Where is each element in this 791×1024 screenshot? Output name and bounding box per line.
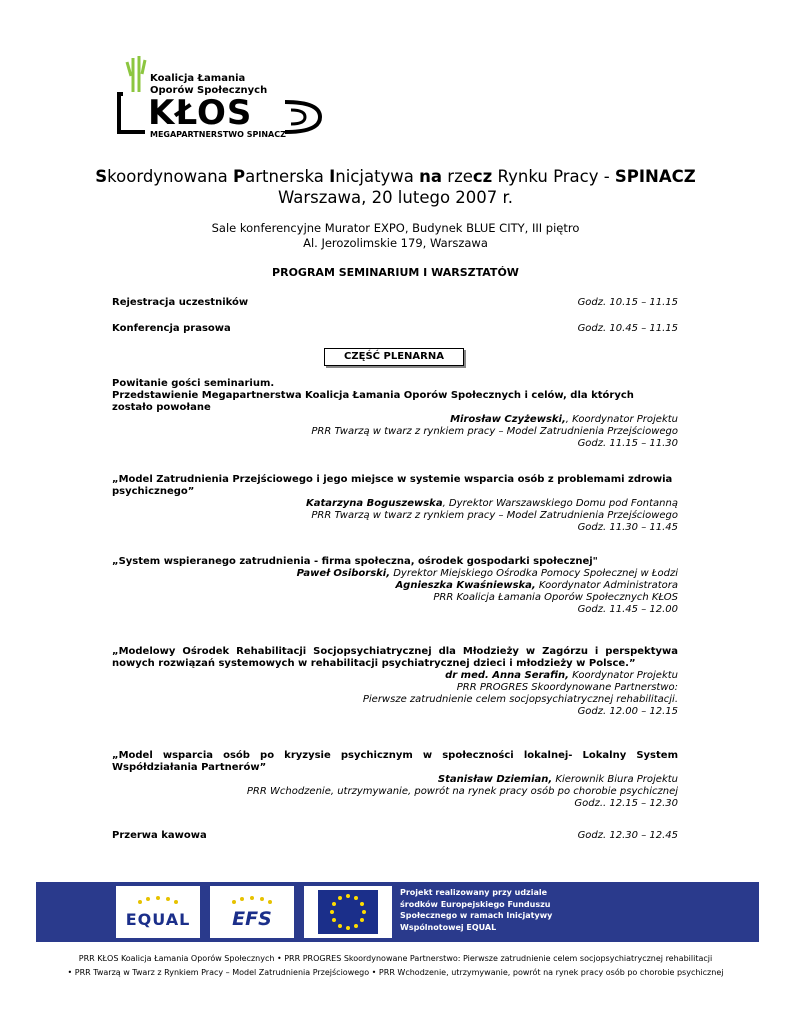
logo-line-2: Oporów Społecznych xyxy=(150,85,268,96)
press-time: Godz. 10.45 – 11.15 xyxy=(577,323,678,334)
talk-speaker xyxy=(112,498,678,510)
program-title: PROGRAM SEMINARIUM I WARSZTATÓW xyxy=(272,266,519,279)
equal-logo xyxy=(116,886,200,938)
title-segment: artnerska xyxy=(245,167,330,186)
talk-title: „Model Zatrudnienia Przejściowego i jego miejsce w systemie wsparcia osób z problemami zdrowia psychicznego” xyxy=(112,474,673,497)
talk-org: PRR Koalicja Łamania Oporów Społecznych KŁOS xyxy=(433,592,678,603)
break-time: Godz. 12.30 – 12.45 xyxy=(577,830,678,841)
venue xyxy=(0,221,791,251)
partners-footer xyxy=(0,952,791,980)
title-segment: SPINACZ xyxy=(614,167,696,186)
speaker-name: dr med. Anna Serafin, xyxy=(445,670,569,681)
talk-item xyxy=(112,556,678,616)
registration-label: Rejestracja uczestników xyxy=(112,297,249,308)
talk-org: PRR Wchodzenie, utrzymywanie, powrót na rynek pracy osób po chorobie psychicznej xyxy=(246,786,678,797)
stars-icon xyxy=(116,890,200,910)
talk-time: Godz. 11.15 – 11.30 xyxy=(577,438,678,449)
talk-org: PRR Twarzą w twarz z rynkiem pracy – Model Zatrudnienia Przejściowego xyxy=(311,426,678,437)
eu-flag-icon xyxy=(318,890,378,934)
talk-item xyxy=(112,750,678,810)
speaker-name: Katarzyna Boguszewska xyxy=(306,498,443,509)
partners-line-2: • PRR Twarzą w Twarz z Rynkiem Pracy – Model Zatrudnienia Przejściowego • PRR Wchodzenie, utrzymywanie, powrót na rynek pracy osób po chorobie psychicznej xyxy=(67,968,724,977)
registration-time: Godz. 10.15 – 11.15 xyxy=(577,297,678,308)
page-title xyxy=(0,166,791,208)
eu-flag-box xyxy=(304,886,392,938)
section-plenary: CZĘŚĆ PLENARNA xyxy=(324,348,464,366)
partners-line-1: PRR KŁOS Koalicja Łamania Oporów Społecznych • PRR PROGRES Skoordynowane Partnerstwo: Pierwsze zatrudnienie celem socjopsychiatrycznej rehabilitacji xyxy=(78,954,713,963)
talk-speaker xyxy=(112,414,678,426)
speaker-role: Kierownik Biura Projektu xyxy=(552,774,678,785)
talk-speaker xyxy=(112,568,678,580)
stars-icon xyxy=(210,890,294,910)
talk-time: Godz.. 12.15 – 12.30 xyxy=(574,798,678,809)
logo-name: KŁOS xyxy=(148,93,253,133)
talk-time: Godz. 11.45 – 12.00 xyxy=(577,604,678,615)
registration-row xyxy=(112,297,678,308)
talk-item xyxy=(112,378,678,450)
speaker-name: Stanisław Dziemian, xyxy=(437,774,553,785)
talk-title: Powitanie gości seminarium. Przedstawienie Megapartnerstwa Koalicja Łamania Oporów Społecznych i celów, dla których zostało powołane xyxy=(112,378,634,413)
speaker-role: Koordynator Projektu xyxy=(568,670,678,681)
fund-text: Projekt realizowany przy udziale środków Europejskiego Funduszu Społecznego w ramach Inicjatywy Wspólnotowej EQUAL xyxy=(400,888,553,932)
klos-logo xyxy=(115,52,330,142)
talk-org: PRR Twarzą w twarz z rynkiem pracy – Model Zatrudnienia Przejściowego xyxy=(311,510,678,521)
speaker-name: Paweł Osiborski, xyxy=(296,568,391,579)
title-segment: cz xyxy=(472,167,493,186)
talk-title: „Modelowy Ośrodek Rehabilitacji Socjopsychiatrycznej dla Młodzieży w Zagórzu i perspektywa nowych rozwiązań systemowych w rehabilitacji psychiatrycznej dzieci i młodzieży w Polsce.” xyxy=(112,646,678,669)
press-row xyxy=(112,323,678,334)
equal-label: EQUAL xyxy=(125,910,191,929)
speaker-role: Dyrektor Miejskiego Ośrodka Pomocy Społecznej w Łodzi xyxy=(390,568,678,579)
title-segment: nicjatywa xyxy=(335,167,420,186)
speaker-role: , Koordynator Projektu xyxy=(565,414,678,425)
title-subtitle: Warszawa, 20 lutego 2007 r. xyxy=(277,188,514,207)
talk-speaker xyxy=(112,580,678,592)
talk-speaker xyxy=(112,670,678,682)
talk-item xyxy=(112,646,678,718)
talk-title: „System wspieranego zatrudnienia - firma społeczna, ośrodek gospodarki społecznej" xyxy=(112,556,598,567)
talk-title: „Model wsparcia osób po kryzysie psychicznym w społeczności lokalnej- Lokalny System Współdziałania Partnerów” xyxy=(112,750,678,773)
efs-label: EFS xyxy=(232,908,272,930)
press-label: Konferencja prasowa xyxy=(112,323,231,334)
title-segment: S xyxy=(95,167,108,186)
title-segment: rze xyxy=(442,167,473,186)
footer-band xyxy=(36,882,759,942)
speaker-name: Agnieszka Kwaśniewska, xyxy=(395,580,536,591)
break-label: Przerwa kawowa xyxy=(112,830,207,841)
talk-item xyxy=(112,474,678,534)
title-segment: Rynku Pracy - xyxy=(492,167,615,186)
speaker-role: , Dyrektor Warszawskiego Domu pod Fontanną xyxy=(442,498,678,509)
title-segment: koordynowana xyxy=(107,167,234,186)
efs-logo xyxy=(210,886,294,938)
venue-line-2: Al. Jerozolimskie 179, Warszawa xyxy=(303,236,488,250)
talk-speaker xyxy=(112,774,678,786)
break-row xyxy=(112,830,678,841)
speaker-name: Mirosław Czyżewski, xyxy=(450,414,566,425)
title-main xyxy=(95,167,695,186)
talk-org: PRR PROGRES Skoordynowane Partnerstwo: Pierwsze zatrudnienie celem socjopsychiatrycznej rehabilitacji. xyxy=(362,682,678,705)
title-segment: I xyxy=(329,167,336,186)
title-segment: P xyxy=(233,167,246,186)
logo-line-1: Koalicja Łamania xyxy=(150,73,246,84)
talk-time: Godz. 12.00 – 12.15 xyxy=(577,706,678,717)
venue-line-1: Sale konferencyjne Murator EXPO, Budynek BLUE CITY, III piętro xyxy=(211,221,580,235)
logo-tagline: MEGAPARTNERSTWO SPINACZ xyxy=(150,130,286,139)
talk-time: Godz. 11.30 – 11.45 xyxy=(577,522,678,533)
title-segment: na xyxy=(419,167,443,186)
speaker-role: Koordynator Administratora xyxy=(535,580,678,591)
